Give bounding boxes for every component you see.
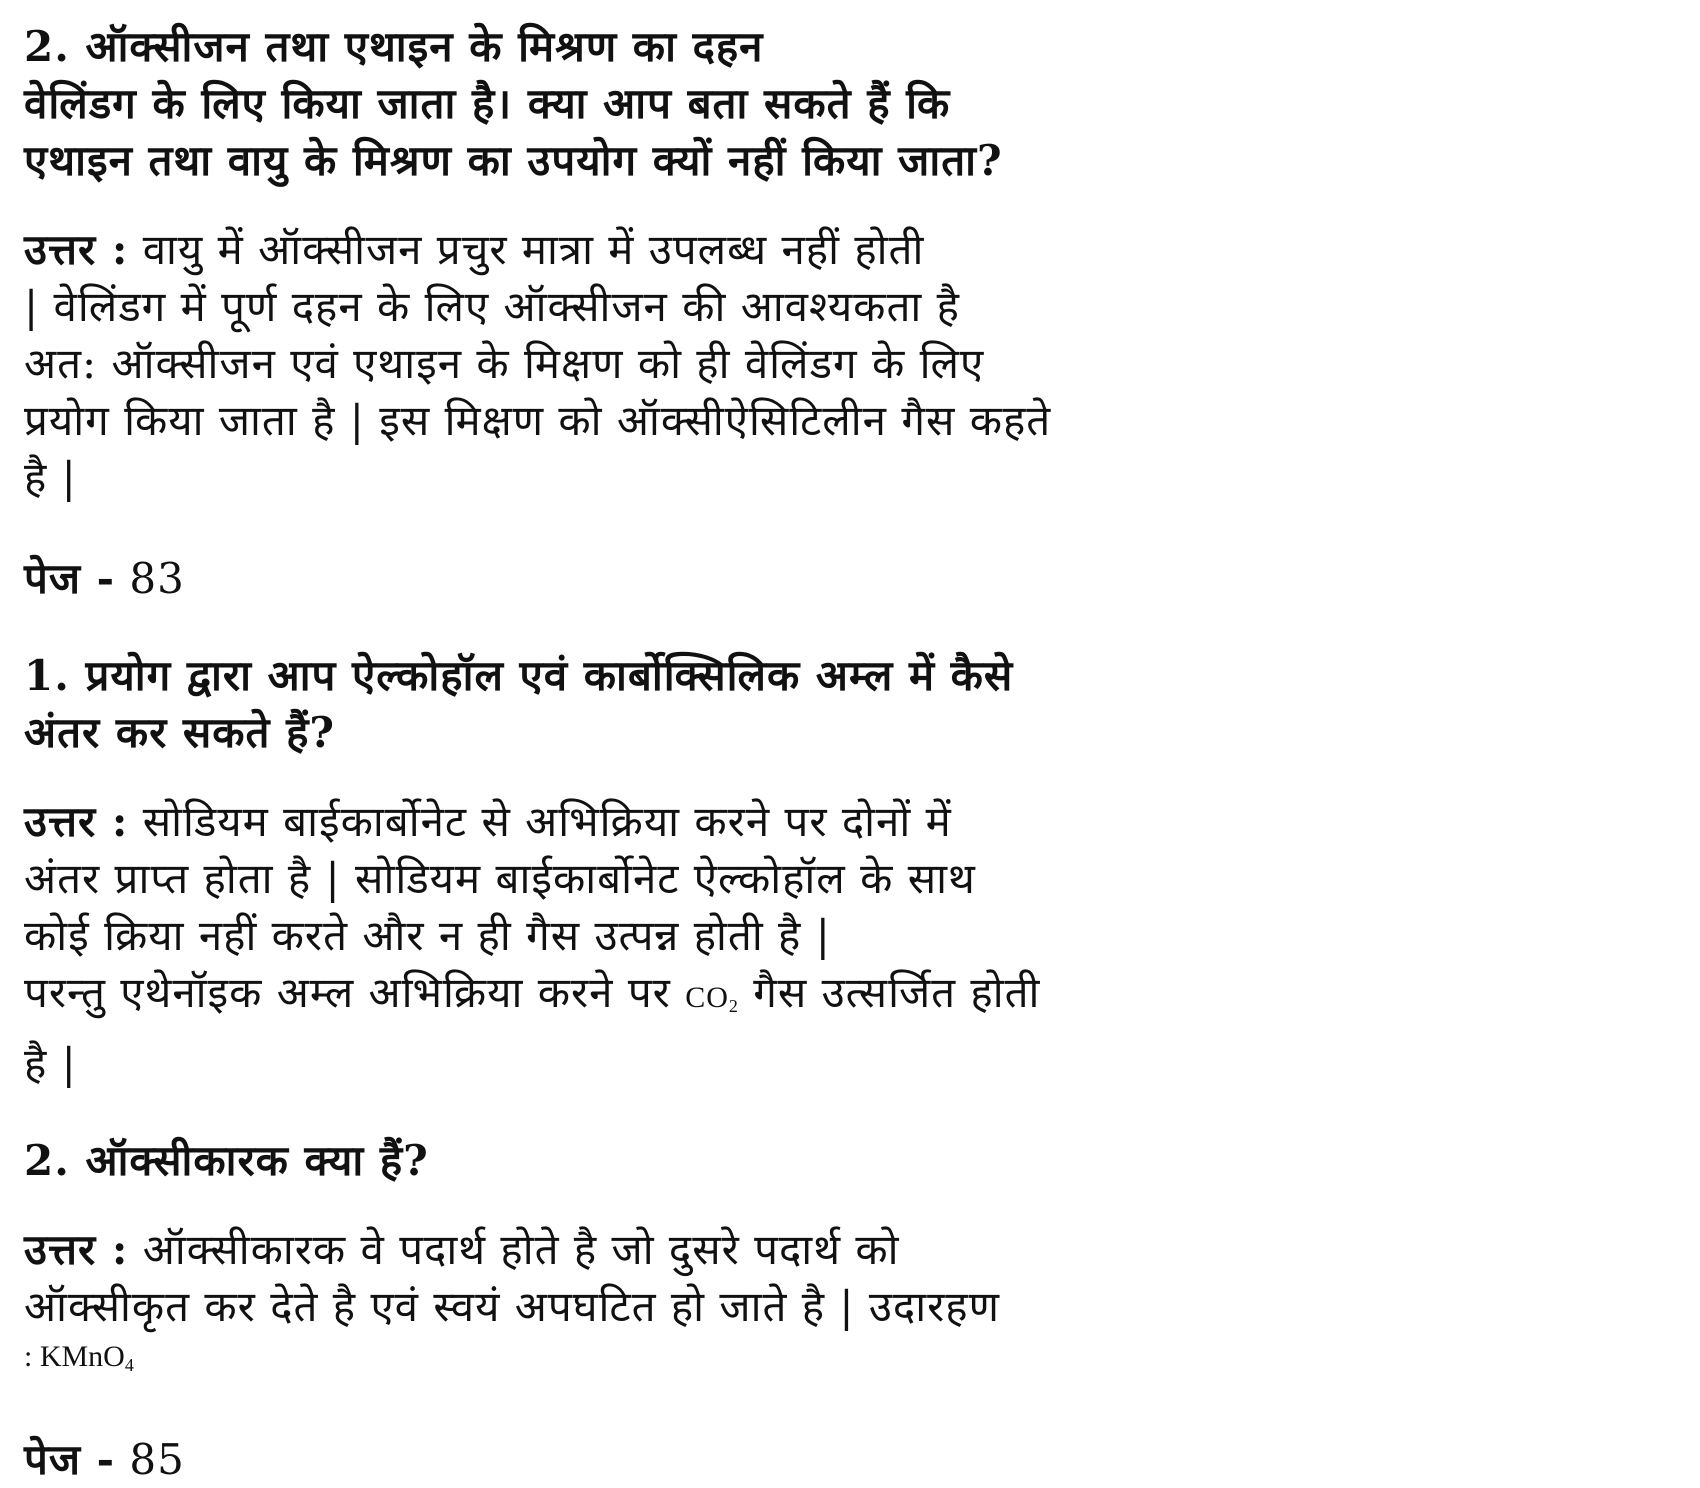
answer-text: सोडियम बाईकार्बोनेट से अभिक्रिया करने पर दोनों में (128, 797, 952, 846)
answer-line: अंतर प्राप्त होता है | सोडियम बाईकार्बोनेट ऐल्कोहॉल के साथ (24, 854, 976, 903)
answer-line: प्रयोग किया जाता है | इस मिक्षण को ऑक्सीऐसिटिलीन गैस कहते (24, 396, 1052, 445)
page-number: 85 (115, 1435, 185, 1484)
question-line: 2. ऑक्सीकारक क्या हैं? (24, 1136, 429, 1185)
kmno4-example: : KMnO$_4$ (24, 1340, 134, 1375)
answer-line (24, 793, 1184, 850)
answer-oxidising-agent (24, 1221, 1184, 1387)
document-page (24, 18, 1184, 1488)
co2-formula: $CO_2$ (685, 981, 739, 1016)
answer-line: कोई क्रिया नहीं करते और न ही गैस उत्पन्न होती है | (24, 911, 831, 960)
page-label: पेज - (24, 1435, 116, 1484)
answer-text: ऑक्सीकारक वे पदार्थ होते है जो दुसरे पदार्थ को (128, 1225, 900, 1274)
question-line: वेलिंडग के लिए किया जाता है। क्या आप बता सकते हैं कि (24, 79, 951, 128)
question-line: 2. ऑक्सीजन तथा एथाइन के मिश्रण का दहन (24, 22, 764, 71)
question-line: एथाइन तथा वायु के मिश्रण का उपयोग क्यों नहीं किया जाता? (24, 136, 1003, 185)
answer-line: | वेलिंडग में पूर्ण दहन के लिए ऑक्सीजन की आवश्यकता है (24, 282, 960, 331)
answer-line: अत: ऑक्सीजन एवं एथाइन के मिक्षण को ही वेलिंडग के लिए (24, 339, 985, 388)
answer-line (24, 221, 1184, 278)
answer-line: है | (24, 1039, 77, 1088)
page-reference-85 (24, 1431, 1184, 1488)
page-number: 83 (115, 554, 185, 603)
answer-oxygen-ethyne (24, 221, 1184, 506)
answer-line: है | (24, 453, 77, 502)
answer-line: ऑक्सीकृत कर देते है एवं स्वयं अपघटित हो जाते है | उदारहण (24, 1282, 1000, 1331)
answer-text: गैस उत्सर्जित होती (738, 968, 1041, 1017)
answer-text: वायु में ऑक्सीजन प्रचुर मात्रा में उपलब्ध नहीं होती (128, 225, 925, 274)
question-alcohol-acid (24, 647, 1184, 761)
page-reference-83 (24, 550, 1184, 607)
question-line: अंतर कर सकते हैं? (24, 708, 336, 757)
question-oxidising-agent (24, 1132, 1184, 1189)
answer-label: उत्तर : (24, 1225, 129, 1274)
answer-label: उत्तर : (24, 797, 129, 846)
answer-label: उत्तर : (24, 225, 129, 274)
question-line: 1. प्रयोग द्वारा आप ऐल्कोहॉल एवं कार्बोक्सिलिक अम्ल में कैसे (24, 651, 1014, 700)
page-label: पेज - (24, 554, 116, 603)
question-oxygen-ethyne (24, 18, 1184, 189)
answer-line (24, 964, 1184, 1035)
answer-alcohol-acid (24, 793, 1184, 1092)
answer-line (24, 1221, 1184, 1278)
answer-text: परन्तु एथेनॉइक अम्ल अभिक्रिया करने पर (24, 968, 686, 1017)
